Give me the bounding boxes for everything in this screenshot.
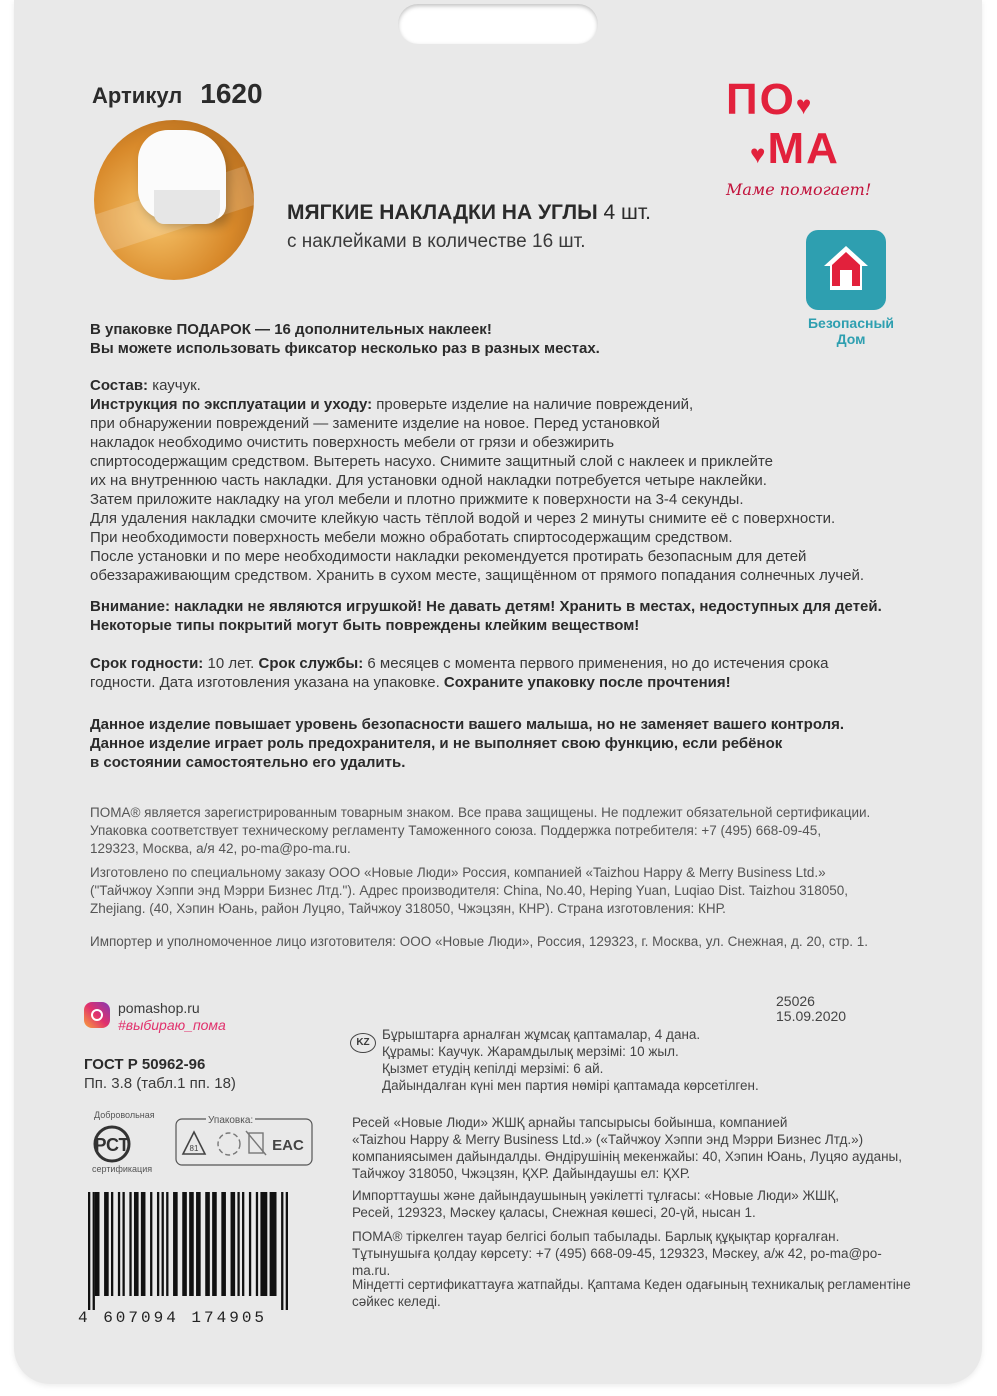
shelf-life-value: 10 лет. — [207, 655, 255, 672]
safe-home-icon — [806, 230, 886, 310]
instructions-line: При необходимости поверхность мебели можно обработать спиртосодержащим средством. — [90, 529, 733, 546]
kz-line: Бұрыштарға арналған жұмсақ қаптамалар, 4 дана. — [382, 1027, 701, 1042]
barcode-bar — [182, 1192, 187, 1296]
kz-line: Дайындалған күні мен партия нөмірі қаптамада көрсетілген. — [382, 1078, 759, 1093]
batch-date: 15.09.2020 — [776, 1008, 847, 1024]
service-life-label: Срок службы: — [258, 655, 364, 672]
instructions-line: накладок необходимо очистить поверхность мебели от грязи и обезжирить — [90, 434, 615, 451]
kz-block-4 — [352, 1228, 912, 1279]
corner-pad-shadow — [154, 190, 220, 224]
instructions-text: проверьте изделие на наличие повреждений, — [376, 396, 694, 413]
barcode-bar — [122, 1192, 124, 1296]
barcode-bar — [256, 1192, 258, 1296]
social-links — [118, 1000, 226, 1034]
gost-standard: ГОСТ Р 50962-96 — [84, 1056, 206, 1073]
safety-note-line: в состоянии самостоятельно его удалить. — [90, 754, 406, 771]
kz-line: Міндетті сертификаттауға жатпайды. Қаптама Кеден одағының техникалық регламентіне — [352, 1277, 911, 1292]
barcode-bar — [141, 1192, 146, 1296]
instructions-line: обеззараживающим средством. Хранить в сухом месте, защищённом от прямого попадания солнечных лучей. — [90, 567, 865, 584]
hang-hole — [398, 4, 598, 44]
barcode-bar — [260, 1192, 267, 1296]
shelf-life-line-1 — [90, 654, 960, 673]
kz-block-3 — [352, 1187, 912, 1221]
kz-line: Импорттаушы және дайындаушының уәкілетті тұлғасы: «Новые Люди» ЖШҚ, — [352, 1188, 839, 1203]
barcode-bar — [111, 1192, 113, 1296]
gost-block — [84, 1055, 236, 1093]
importer-line: Импортер и уполномоченное лицо изготовителя: ООО «Новые Люди», Россия, 129323, г. Москва, ул. Снежная, д. 20, стр. 1. — [90, 934, 869, 949]
barcode-bar — [162, 1192, 164, 1296]
instructions-line: спиртосодержащим средством. Вытереть насухо. Снимите защитный слой с наклеек и приклейте — [90, 453, 773, 470]
kz-block-2 — [352, 1114, 912, 1182]
safe-home-line-1: Безопасный — [807, 315, 895, 331]
gift-notice — [90, 320, 960, 358]
package-label: Упаковка: — [206, 1112, 255, 1130]
manufacturer-line: Изготовлено по специальному заказу ООО «Новые Люди» Россия, компанией «Taizhou Happy & Merry Business Ltd.» — [90, 865, 826, 880]
certification-label: сертификация — [92, 1164, 153, 1174]
logo-text-1: ПО — [726, 75, 796, 124]
kz-line: Құрамы: Каучук. Жарамдылық мерзімі: 10 жыл. — [382, 1044, 679, 1059]
barcode-bar — [242, 1192, 244, 1296]
kz-line: Қызмет етудің кепілді мерзімі: 6 ай. — [382, 1061, 604, 1076]
product-title-qty: 4 шт. — [603, 201, 652, 224]
barcode-bars — [80, 1190, 300, 1312]
manufacturer-line: Zhejiang. (40, Хэпин Юань, район Луцяо, Тайчжоу 318050, Чжэцзян, КНР). Страна изготовления: КНР. — [90, 901, 726, 916]
gift-line-2: Вы можете использовать фиксатор несколько раз в разных местах. — [90, 340, 600, 357]
keep-package-note: Сохраните упаковку после прочтения! — [443, 674, 731, 691]
kz-line: «Taizhou Happy & Merry Business Ltd.» («Тайчжоу Хэппи энд Мэрри Бизнес Лтд.») — [352, 1132, 864, 1147]
legal-block — [90, 804, 960, 858]
safety-note-line: Данное изделие повышает уровень безопасности вашего малыша, но не заменяет вашего контроля. — [90, 716, 845, 733]
barcode-bar — [221, 1192, 226, 1296]
legal-line: Упаковка соответствует техническому регламенту Таможенного союза. Поддержка потребителя: +7 (495) 668-09-45, — [90, 823, 822, 838]
barcode-bar — [237, 1192, 239, 1296]
logo-line-2 — [750, 124, 916, 176]
barcode-bar — [157, 1192, 159, 1296]
barcode-bar — [249, 1192, 251, 1296]
heart-icon: ♥ — [795, 90, 814, 120]
instructions-line-0 — [90, 395, 960, 414]
kz-block-1 — [382, 1026, 902, 1094]
batch-codes — [776, 994, 846, 1024]
gift-line-1: В упаковке ПОДАРОК — 16 дополнительных наклеек! — [90, 321, 492, 338]
warning-line-1: Внимание: накладки не являются игрушкой! Не давать детям! Хранить в местах, недоступных для детей. — [90, 598, 882, 615]
kz-line: Тұтынушыға қолдау көрсету: +7 (495) 668-09-45, 129323, Мәскеу, а/ж 42, po-ma@po-ma.ru. — [352, 1246, 882, 1278]
kz-line: компаниясымен дайындалды. Өндірушінің мекенжайы: 40, Хэпин Юань, Луцяо ауданы, — [352, 1149, 902, 1164]
manufacturer-block — [90, 864, 960, 918]
safety-note — [90, 715, 960, 772]
composition-value: каучук. — [152, 377, 201, 394]
manufacturer-line: ("Тайчжоу Хэппи энд Мэрри Бизнес Лтд."). Адрес производителя: China, No.40, Heping Yuan, Luqiao Dist. Taizhou 318050, — [90, 883, 848, 898]
shelf-life-line-2 — [90, 673, 960, 692]
instructions-line: при обнаружении повреждений — замените изделие на новое. Перед установкой — [90, 415, 660, 432]
composition — [90, 376, 960, 395]
barcode-bar — [166, 1192, 168, 1296]
instructions-line: Для удаления накладки смочите клейкую часть тёплой водой и через 2 минуты снимите её с поверхности. — [90, 510, 836, 527]
legal-line: ПОМА® является зарегистрированным товарным знаком. Все права защищены. Не подлежит обязательной сертификации. — [90, 805, 871, 820]
instructions-line: После установки и по мере необходимости накладки рекомендуется протирать безопасным для детей — [90, 548, 807, 565]
shelf-life-block — [90, 654, 960, 692]
shop-link[interactable]: pomashop.ru — [118, 1000, 200, 1016]
barcode-bar — [129, 1192, 131, 1296]
barcode-bar — [104, 1192, 109, 1296]
product-subtitle: с наклейками в количестве 16 шт. — [287, 231, 586, 252]
barcode-bar — [270, 1192, 277, 1296]
legal-line: 129323, Москва, а/я 42, po-ma@po-ma.ru. — [90, 841, 351, 856]
recycle-code: 81 — [189, 1144, 199, 1153]
barcode-bar — [205, 1192, 210, 1296]
product-title-bold: МЯГКИЕ НАКЛАДКИ НА УГЛЫ — [287, 201, 598, 224]
barcode-bar — [88, 1192, 90, 1310]
barcode-bar — [173, 1192, 178, 1296]
instructions-line: их на внутреннюю часть накладки. Для установки одной накладки потребуется четыре наклейки. — [90, 472, 767, 489]
barcode-bar — [134, 1192, 139, 1296]
instagram-icon[interactable] — [84, 1002, 110, 1028]
barcode-bar — [189, 1192, 194, 1296]
kz-badge: KZ — [350, 1033, 376, 1053]
poma-logo — [726, 75, 916, 199]
barcode-bar — [150, 1192, 152, 1296]
product-title — [287, 201, 651, 225]
barcode — [80, 1190, 300, 1312]
barcode-bar — [231, 1192, 236, 1296]
gost-clause: Пп. 3.8 (табл.1 пп. 18) — [84, 1075, 236, 1092]
barcode-bar — [286, 1192, 288, 1310]
article-number — [92, 78, 263, 110]
safety-note-line: Данное изделие играет роль предохранителя, и не выполняет свою функцию, если ребёнок — [90, 735, 783, 752]
article-value: 1620 — [200, 78, 263, 109]
article-label: Артикул — [92, 83, 183, 108]
voluntary-label: Добровольная — [94, 1110, 155, 1120]
kz-line: Ресей, 129323, Мәскеу қаласы, Снежная көшесі, 20-үй, нысан 1. — [352, 1205, 756, 1220]
logo-tagline: Маме помогает! — [726, 180, 872, 199]
warning-block — [90, 597, 960, 635]
instructions-block — [90, 376, 960, 585]
barcode-bar — [93, 1192, 95, 1310]
barcode-bar — [281, 1192, 283, 1310]
shelf-life-label: Срок годности: — [90, 655, 204, 672]
kz-line: Тайчжоу 318050, Чжэцзян, ҚХР. Дайындаушы ел: ҚХР. — [352, 1166, 691, 1181]
svg-text:РСТ: РСТ — [94, 1135, 130, 1155]
hashtag: #выбираю_пома — [118, 1017, 226, 1033]
kz-line: сәйкес келеді. — [352, 1294, 441, 1309]
instructions-label: Инструкция по эксплуатации и уходу: — [90, 396, 373, 413]
logo-line-1 — [726, 75, 916, 127]
barcode-bar — [196, 1192, 201, 1296]
instructions-line: Затем приложите накладку на угол мебели и плотно прижмите к поверхности на 3-4 секунды. — [90, 491, 744, 508]
kz-block-5 — [352, 1276, 912, 1310]
heart-icon: ♥ — [750, 139, 768, 169]
kz-line: Ресей «Новые Люди» ЖШҚ арнайы тапсырысы бойынша, компанией — [352, 1115, 788, 1130]
barcode-bar — [95, 1192, 100, 1296]
warning-line-2: Некоторые типы покрытий могут быть повреждены клейким веществом! — [90, 617, 640, 634]
barcode-bar — [118, 1192, 120, 1296]
safe-home-line-2: Дом — [836, 331, 866, 347]
kz-line: ПОМА® тіркелген тауар белгісі болып табылады. Барлық құқықтар қорғалған. — [352, 1229, 840, 1244]
service-life-value: 6 месяцев с момента первого применения, но до истечения срока — [367, 655, 829, 672]
barcode-bar — [212, 1192, 217, 1296]
batch-number: 25026 — [776, 993, 815, 1009]
manufacture-date-note: годности. Дата изготовления указана на упаковке. — [90, 674, 440, 691]
logo-text-2: МА — [767, 124, 840, 173]
eac-mark: EAC — [272, 1137, 304, 1154]
barcode-number: 4 607094 174905 — [78, 1309, 268, 1327]
certification-mark — [84, 1112, 140, 1168]
product-photo — [94, 120, 254, 280]
package-symbols — [186, 1115, 306, 1162]
recycle-loop-icon — [218, 1133, 240, 1155]
composition-label: Состав: — [90, 377, 149, 394]
